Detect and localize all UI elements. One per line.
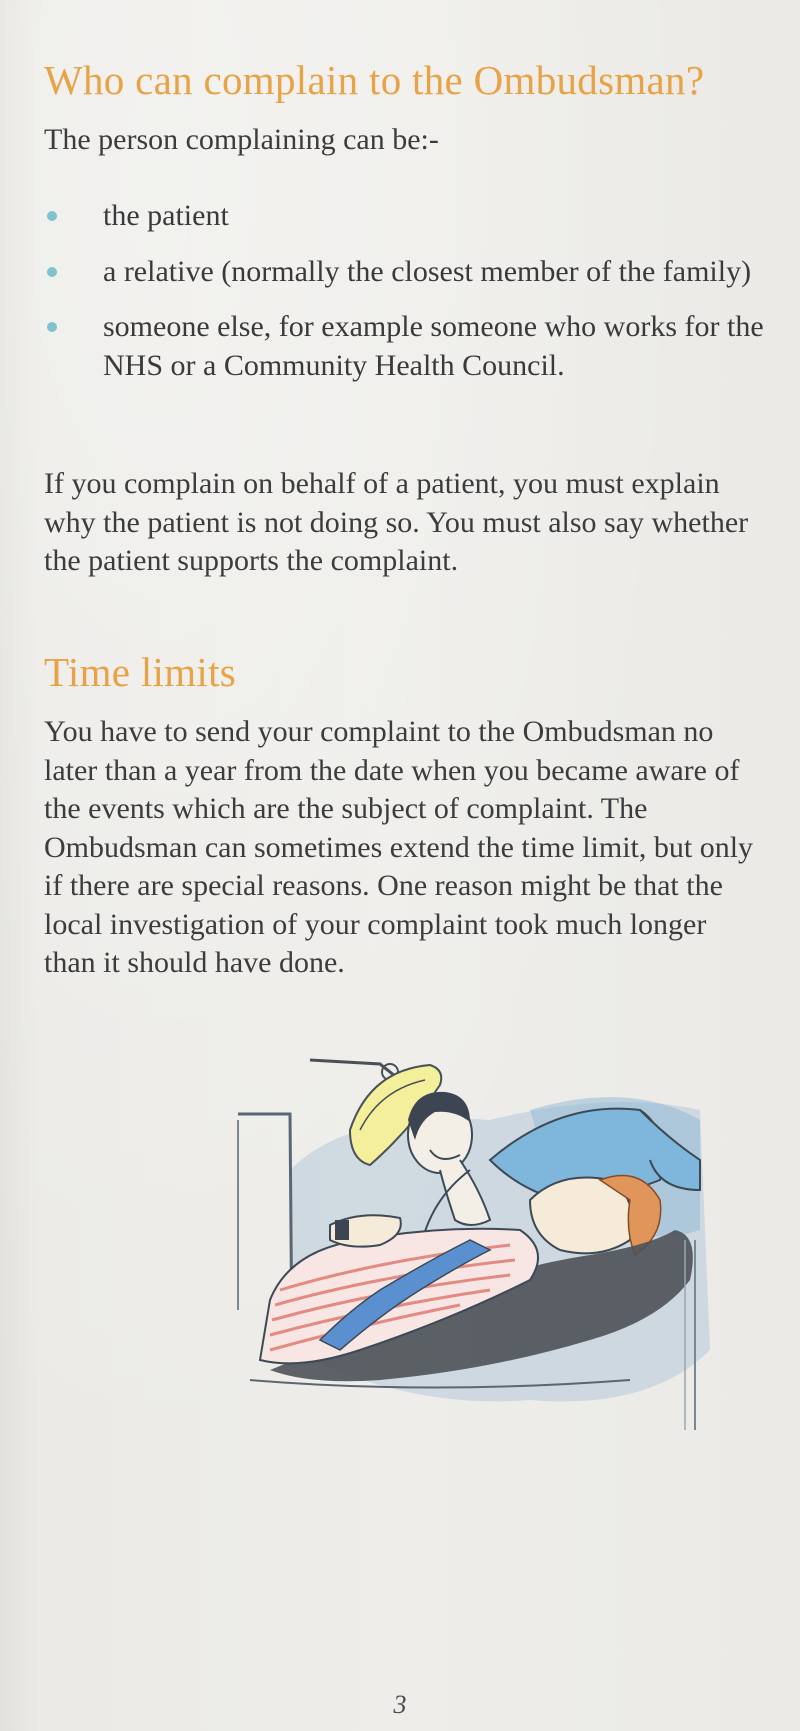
list-item <box>44 253 764 292</box>
bullet-dot-icon <box>47 211 57 221</box>
list-item-text: someone else, for example someone who works for the NHS or a Community Health Council. <box>103 310 764 382</box>
list-item <box>44 197 764 236</box>
complainant-list <box>44 197 764 402</box>
section-heading-time-limits: Time limits <box>44 649 237 695</box>
dentist-illustration <box>230 1050 740 1450</box>
list-item-text: the patient <box>103 199 229 232</box>
list-item-text: a relative (normally the closest member of the family) <box>103 254 752 288</box>
bullet-dot-icon <box>47 267 57 277</box>
section-heading-who-can-complain: Who can complain to the Ombudsman? <box>44 57 705 103</box>
bullet-dot-icon <box>47 322 57 332</box>
time-limits-paragraph: You have to send your complaint to the Ombudsman no later than a year from the date when you became aware of the events which are the subject of complaint. The Ombudsman can sometimes extend the time limit, but only if there are special reasons. One reason might be that the local investigation of your complaint took much longer than it should have done. <box>44 715 754 979</box>
list-item <box>44 308 764 385</box>
intro-text: The person complaining can be:- <box>44 123 439 156</box>
behalf-paragraph: If you complain on behalf of a patient, you must explain why the patient is not doing so. You must also say whether the patient supports the complaint. <box>44 467 749 577</box>
page-number: 3 <box>393 1690 407 1719</box>
